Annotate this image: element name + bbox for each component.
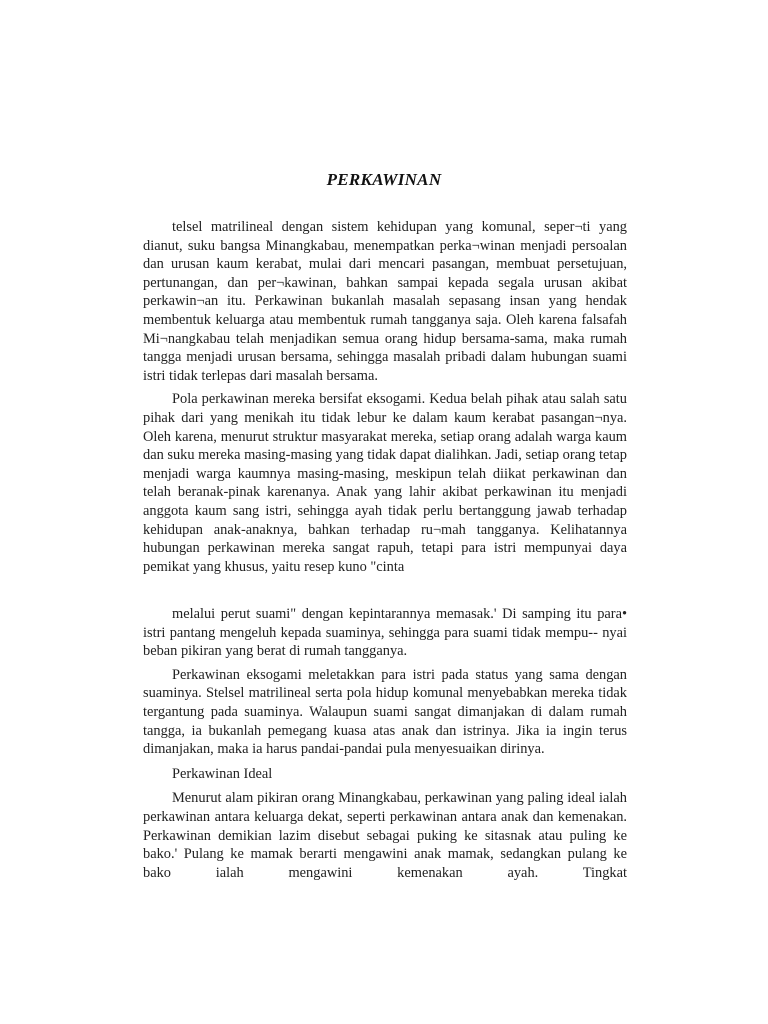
- paragraph-melalui-perut-suami: melalui perut suami" dengan kepintarannya memasak.' Di samping itu para• istri pantang mengeluh kepada suaminya, sehingga para suami tidak mempu-- nyai beban pikiran yang berat di rumah tangganya.: [143, 606, 627, 660]
- paragraph-perkawinan-eksogami: Perkawinan eksogami meletakkan para istri pada status yang sama dengan suaminya. Stelsel matrilineal serta pola hidup komunal menyebabkan mereka tidak tergantung pada suaminya. Walaupun suami sangat dimanjakan di dalam rumah tangga, ia bukanlah pemegang kuasa atas anak dan istrinya. Jika ia ingin terus dimanjakan, maka ia harus pandai-pandai pula menyesuaikan dirinya.: [143, 666, 627, 758]
- text-block-bottom: [143, 605, 627, 882]
- text-block-top: [143, 218, 627, 576]
- document-title: PERKAWINAN: [326, 170, 442, 189]
- section-heading-perkawinan-ideal: Perkawinan Ideal: [172, 765, 273, 782]
- paragraph-pola-perkawinan: Pola perkawinan mereka bersifat eksogami. Kedua belah pihak atau salah satu pihak dari yang menikah itu tidak lebur ke dalam kaum kerabat pasangan¬nya. Oleh karena, menurut struktur masyarakat mereka, setiap orang adalah warga kaum dan suku mereka masing-masing yang tidak dapat dialihkan. Jadi, setiap orang tetap menjadi warga kaumnya masing-masing, meskipun telah diikat perkawinan dan telah beranak-pinak karenanya. Anak yang lahir akibat perkawinan itu menjadi anggota kaum sang istri, sehingga ayah tidak perlu bertanggung jawab terhadap kehidupan anak-anaknya, bahkan terhadap ru¬mah tangganya. Kelihatannya hubungan perkawinan mereka sangat rapuh, tetapi para istri mempunyai daya pemikat yang khusus, yaitu resep kuno "cinta: [143, 391, 627, 575]
- paragraph-menurut-alam-pikiran: Menurut alam pikiran orang Minangkabau, perkawinan yang paling ideal ialah perkawinan antara keluarga dekat, seperti perkawinan antara anak dan kemenakan. Perkawinan demikian lazim disebut sebagai puking ke sitasnak atau puling ke bako.' Pulang ke mamak berarti mengawini anak mamak, sedangkan pulang ke bako ialah mengawini kemenakan ayah. Tingkat: [143, 790, 627, 881]
- paragraph-stelsel-matrilineal: telsel matrilineal dengan sistem kehidupan yang komunal, seper¬ti yang dianut, suku bangsa Minangkabau, menempatkan perka¬winan menjadi persoalan dan urusan kaum kerabat, mulai dari mencari pasangan, membuat persetujuan, pertunangan, dan per¬kawinan, bahkan sampai kepada segala urusan akibat perkawin¬an itu. Perkawinan bukanlah masalah sepasang insan yang hendak membentuk keluarga atau membentuk rumah tangganya saja. Oleh karena falsafah Mi¬nangkabau telah menjadikan semua orang hidup bersama-sama, maka rumah tangga menjadi urusan bersama, sehingga masalah pribadi dalam hubungan suami istri tidak terlepas dari masalah bersama.: [143, 219, 627, 384]
